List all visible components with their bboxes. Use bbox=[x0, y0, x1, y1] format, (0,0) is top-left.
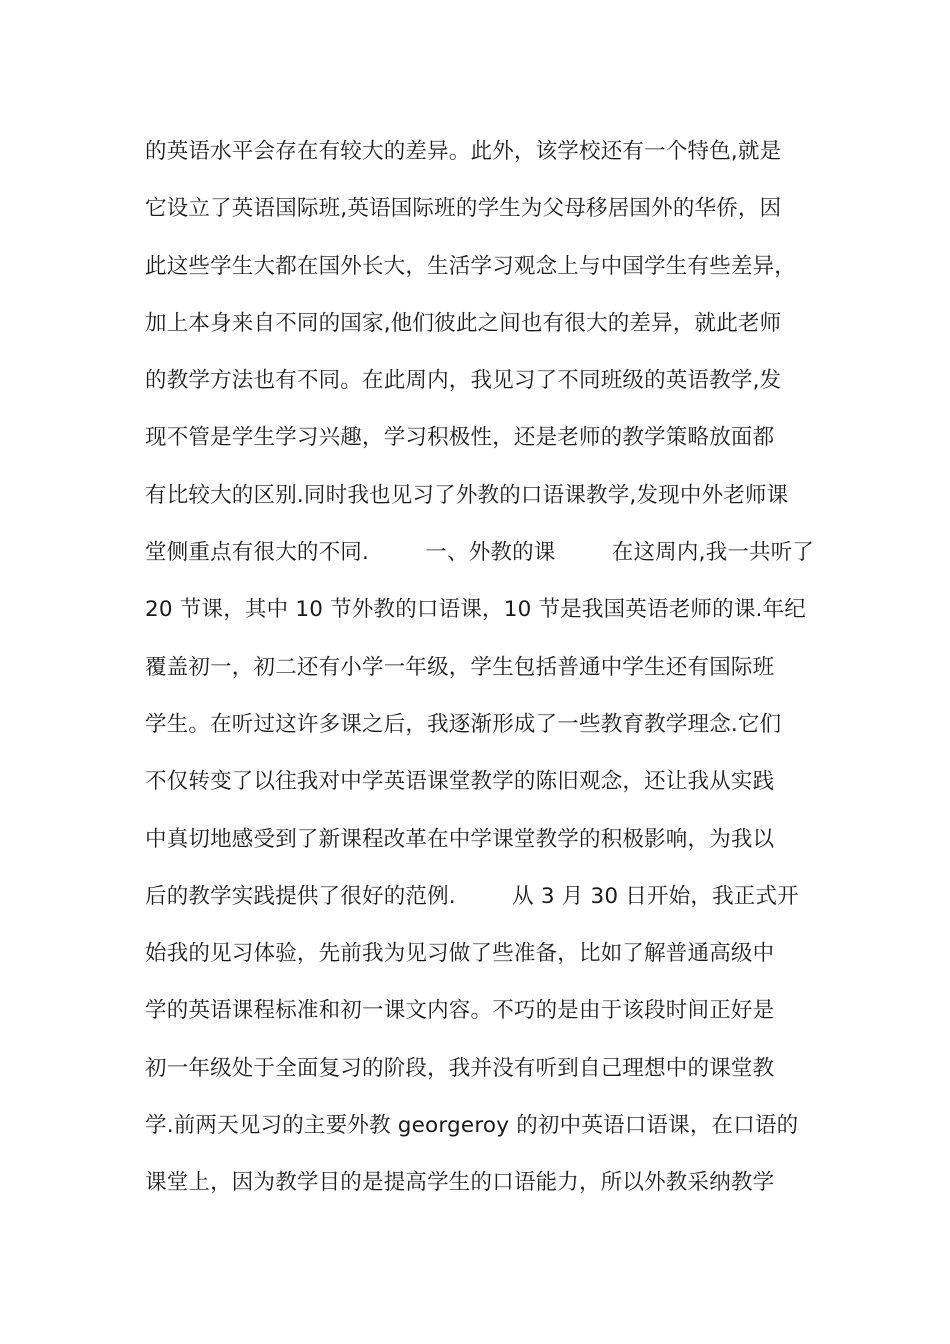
text-line-10: 覆盖初一，初二还有小学一年级，学生包括普通中学生还有国际班 bbox=[145, 654, 775, 680]
text-line-11: 学生。在听过这许多课之后，我逐渐形成了一些教育教学理念.它们 bbox=[145, 711, 782, 737]
text-line-6: 现不管是学生学习兴趣，学习积极性，还是老师的教学策略放面都 bbox=[145, 425, 775, 451]
text-line-7: 有比较大的区别.同时我也见习了外教的口语课教学,发现中外老师课 bbox=[145, 482, 789, 508]
text-line-3: 此这些学生大都在国外长大，生活学习观念上与中国学生有些差异， bbox=[145, 253, 797, 279]
text-line-16: 学的英语课程标准和初一课文内容。不巧的是由于该段时间正好是 bbox=[145, 998, 775, 1024]
text-line-12: 不仅转变了以往我对中学英语课堂教学的陈旧观念，还让我从实践 bbox=[145, 769, 775, 795]
text-line-5: 的教学方法也有不同。在此周内，我见习了不同班级的英语教学,发 bbox=[145, 368, 782, 394]
text-line-8: 堂侧重点有很大的不同. 一、外教的课 在这周内,我一共听了 bbox=[145, 540, 815, 566]
text-line-15: 始我的见习体验，先前我为见习做了些准备，比如了解普通高级中 bbox=[145, 941, 775, 967]
text-line-18: 学.前两天见习的主要外教 georgeroy 的初中英语口语课，在口语的 bbox=[145, 1113, 799, 1139]
text-line-9: 20 节课，其中 10 节外教的口语课，10 节是我国英语老师的课.年纪 bbox=[145, 597, 806, 623]
text-line-19: 课堂上，因为教学目的是提高学生的口语能力，所以外教采纳教学 bbox=[145, 1170, 775, 1196]
text-line-4: 加上本身来自不同的国家,他们彼此之间也有很大的差异，就此老师 bbox=[145, 310, 782, 336]
text-line-1: 的英语水平会存在有较大的差异。此外，该学校还有一个特色,就是 bbox=[145, 139, 782, 164]
text-line-17: 初一年级处于全面复习的阶段，我并没有听到自己理想中的课堂教 bbox=[145, 1055, 775, 1081]
text-line-2: 它设立了英语国际班,英语国际班的学生为父母移居国外的华侨，因 bbox=[145, 196, 782, 222]
text-line-13: 中真切地感受到了新课程改革在中学课堂教学的积极影响，为我以 bbox=[145, 826, 775, 852]
body-text bbox=[145, 123, 815, 1212]
text-line-14: 后的教学实践提供了很好的范例. 从 3 月 30 日开始，我正式开 bbox=[145, 883, 799, 909]
